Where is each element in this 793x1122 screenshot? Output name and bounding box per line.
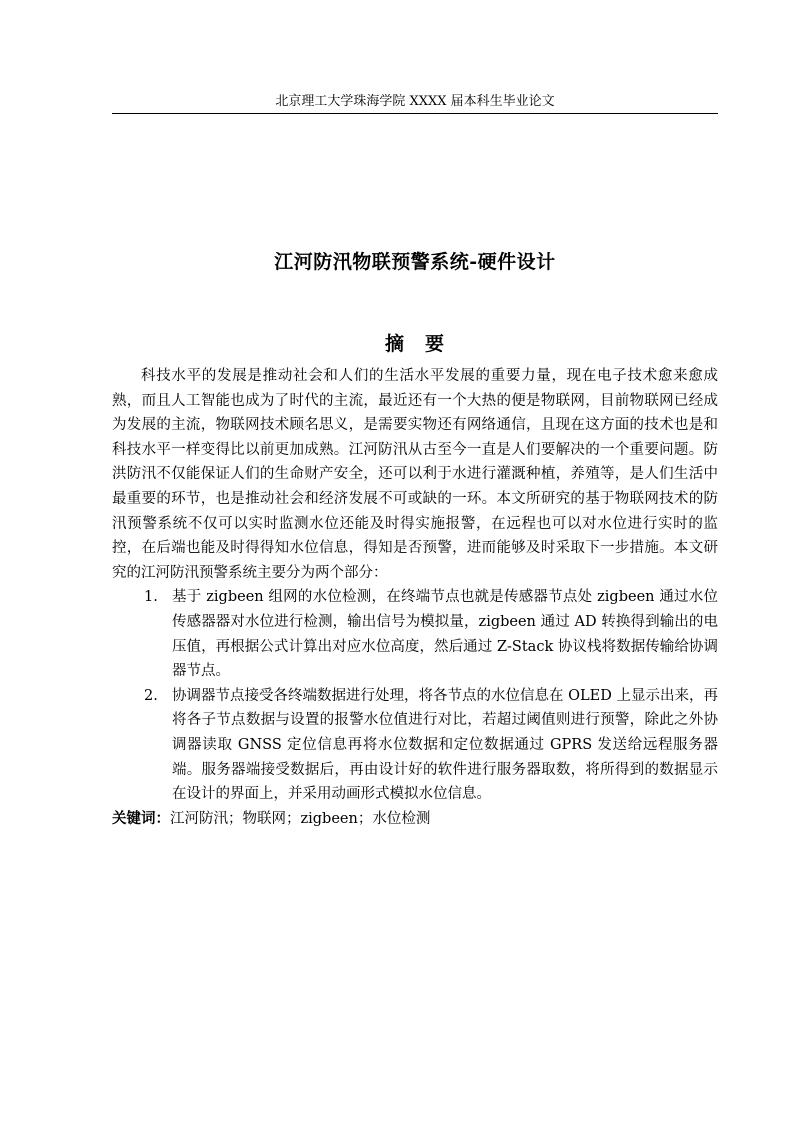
list-item-text: 基于 zigbeen 组网的水位检测，在终端节点也就是传感器节点处 zigbeen 通过水位传感器器对水位进行检测，输出信号为模拟量，zigbeen 通过 AD 转换得到输出的电压值，再根据公式计算出对应水位高度，然后通过 Z-Stack 协议栈将数据传输给协调器节点。 <box>172 589 718 680</box>
abstract-heading: 摘 要 <box>384 333 445 355</box>
keywords-label: 关键词： <box>112 809 170 827</box>
list-item-text: 协调器节点接受各终端数据进行处理，将各节点的水位信息在 OLED 上显示出来，再将各子节点数据与设置的报警水位值进行对比，若超过阈值则进行预警，除此之外协调器读取 GNSS 定位信息再将水位数据和定位数据通过 GPRS 发送给远程服务器端。服务器端接受数据后，再由设计好的软件进行服务器取数，将所得到的数据显示在设计的界面上，并采用动画形式模拟水位信息。 <box>172 687 718 803</box>
abstract-list <box>112 585 718 806</box>
thesis-title: 江河防汛物联预警系统-硬件设计 <box>274 251 556 273</box>
list-item <box>112 585 718 683</box>
list-item-number: 1. <box>144 589 158 606</box>
page-header: 北京理工大学珠海学院 XXXX 届本科生毕业论文 <box>275 94 555 109</box>
keywords-value: 江河防汛；物联网；zigbeen；水位检测 <box>170 810 431 827</box>
header-divider <box>112 113 718 114</box>
keywords-line <box>112 807 718 832</box>
abstract-paragraph: 科技水平的发展是推动社会和人们的生活水平发展的重要力量，现在电子技术愈来愈成熟，而且人工智能也成为了时代的主流，最近还有一个大热的便是物联网，目前物联网已经成为发展的主流，物联网技术顾名思义，是需要实物还有网络通信，且现在这方面的技术也是和科技水平一样变得比以前更加成熟。江河防汛从古至今一直是人们要解决的一个重要问题。防洪防汛不仅能保证人们的生命财产安全，还可以利于水进行灌溉种植，养殖等，是人们生活中最重要的环节，也是推动社会和经济发展不可或缺的一环。本文所研究的基于物联网技术的防汛预警系统不仅可以实时监测水位还能及时得实施报警，在远程也可以对水位进行实时的监控，在后端也能及时得得知水位信息，得知是否预警，进而能够及时采取下一步措施。本文研究的江河防汛预警系统主要分为两个部分： <box>112 368 718 581</box>
list-item <box>112 684 718 807</box>
list-item-number: 2. <box>144 687 158 704</box>
abstract-body <box>112 364 718 831</box>
